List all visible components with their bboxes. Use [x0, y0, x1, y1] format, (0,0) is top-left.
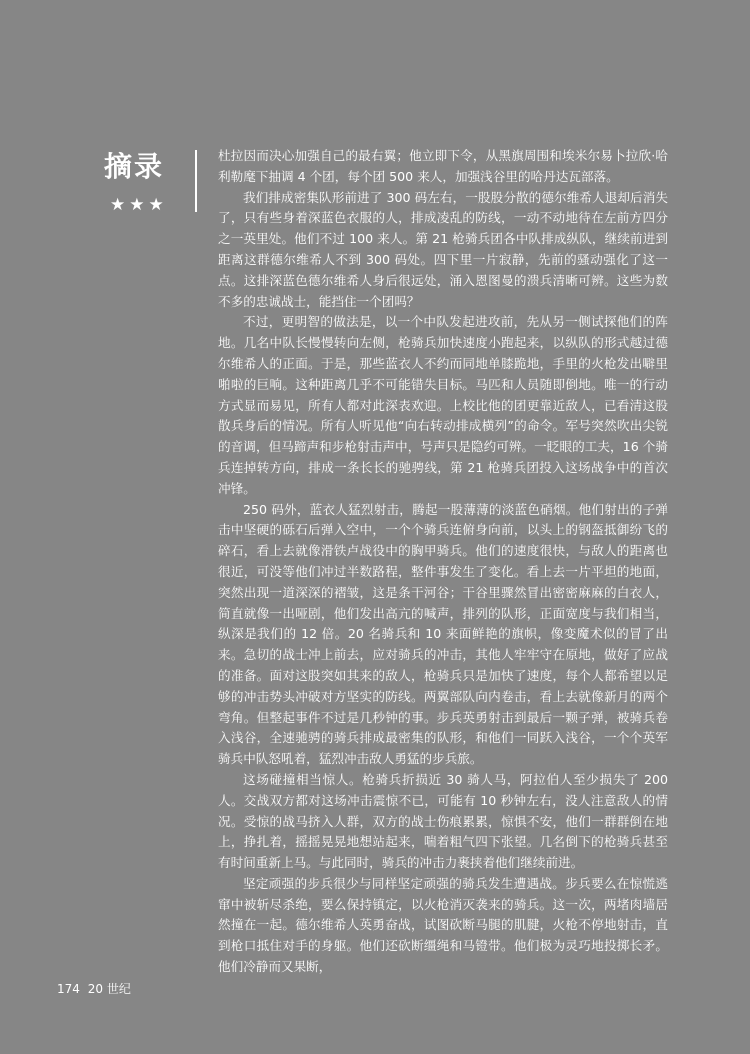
page-footer — [57, 981, 135, 997]
paragraph: 我们排成密集队形前进了 300 码左右，一股股分散的德尔维希人退却后消失了，只有些身着深蓝色衣服的人，排成凌乱的防线，一动不动地待在左前方四分之一英里处。他们不过 100 来人。第 21 枪骑兵团各中队排成纵队，继续前进到距离这群德尔维希人不到 300 码处。四下里一片寂静，先前的骚动强化了这一点。这排深蓝色德尔维希人身后很远处，涌入恩图曼的溃兵清晰可辨。这些为数不多的忠诚战士，能挡住一个团吗？ — [218, 189, 668, 309]
paragraph: 250 码外，蓝衣人猛烈射击，腾起一股薄薄的淡蓝色硝烟。他们射出的子弹击中坚硬的砾石后弹入空中，一个个骑兵连俯身向前，以头上的钢盔抵御纷飞的碎石，看上去就像滑铁卢战役中的胸甲骑兵。他们的速度很快，与敌人的距离也很近，可没等他们冲过半数路程，整件事发生了变化。看上去一片平坦的地面，突然出现一道深深的褶皱，这是条干河谷；干谷里骤然冒出密密麻麻的白衣人，简直就像一出哑剧，他们发出高亢的喊声，排列的队形，正面宽度与我们相当，纵深是我们的 12 倍。20 名骑兵和 10 来面鲜艳的旗帜，像变魔术似的冒了出来。急切的战士冲上前去，应对骑兵的冲击，其他人牢牢守在原地，做好了应战的准备。面对这股突如其来的敌人，枪骑兵只是加快了速度，每个人都希望以足够的冲击势头冲破对方坚实的防线。两翼部队向内卷击，看上去就像新月的两个弯角。但整起事件不过是几秒钟的事。步兵英勇射击到最后一颗子弹，被骑兵卷入浅谷，全速驰骋的骑兵排成最密集的队形，和他们一同跃入浅谷，一个个英军骑兵中队怒吼着，猛烈冲击敌人勇猛的步兵旅。 — [218, 501, 668, 767]
paragraph: 不过，更明智的做法是，以一个中队发起进攻前，先从另一侧试探他们的阵地。几名中队长慢慢转向左侧，枪骑兵加快速度小跑起来，以纵队的形式越过德尔维希人的正面。于是，那些蓝衣人不约而同地单膝跪地，手里的火枪发出噼里啪啦的巨响。这种距离几乎不可能错失目标。马匹和人员随即倒地。唯一的行动方式显而易见，所有人都对此深表欢迎。上校比他的团更靠近敌人，已看清这股散兵身后的情况。所有人听见他“向右转动排成横列”的命令。军号突然吹出尖锐的音调，但马蹄声和步枪射击声中，号声只是隐约可辨。一眨眼的工夫，16 个骑兵连掉转方向，排成一条长长的驰骋线，第 21 枪骑兵团投入这场战争中的首次冲锋。 — [218, 314, 668, 496]
paragraph: 杜拉因而决心加强自己的最右翼；他立即下令，从黑旗周围和埃米尔易卜拉欣·哈利勒麾下抽调 4 个团，每个团 500 来人，加强浅谷里的哈丹达瓦部落。 — [218, 148, 668, 184]
excerpt-heading: 摘录 — [104, 150, 165, 183]
paragraph: 这场碰撞相当惊人。枪骑兵折损近 30 骑人马，阿拉伯人至少损失了 200 人。交战双方都对这场冲击震惊不已，可能有 10 秒钟左右，没人注意敌人的情况。受惊的战马挤入人群，双方的战士伤痕累累，惊惧不安，他们一群群倒在地上，挣扎着，摇摇晃晃地想站起来，喘着粗气四下张望。几名倒下的枪骑兵甚至有时间重新上马。与此同时，骑兵的冲击力裹挟着他们继续前进。 — [218, 771, 668, 871]
rating-stars: ★★★ — [110, 195, 168, 215]
body-text — [218, 146, 668, 978]
paragraph: 坚定顽强的步兵很少与同样坚定顽强的骑兵发生遭遇战。步兵要么在惊慌逃窜中被斩尽杀绝，要么保持镇定，以火枪消灭袭来的骑兵。这一次，两堵肉墙居然撞在一起。德尔维希人英勇奋战，试图砍断马腿的肌腱，火枪不停地射击，直到枪口抵住对手的身躯。他们还砍断缰绳和马镫带。他们极为灵巧地投掷长矛。他们冷静而又果断， — [218, 875, 668, 975]
book-title: 20 世纪 — [87, 982, 131, 996]
page-number: 174 — [57, 982, 80, 996]
vertical-divider — [195, 150, 197, 212]
